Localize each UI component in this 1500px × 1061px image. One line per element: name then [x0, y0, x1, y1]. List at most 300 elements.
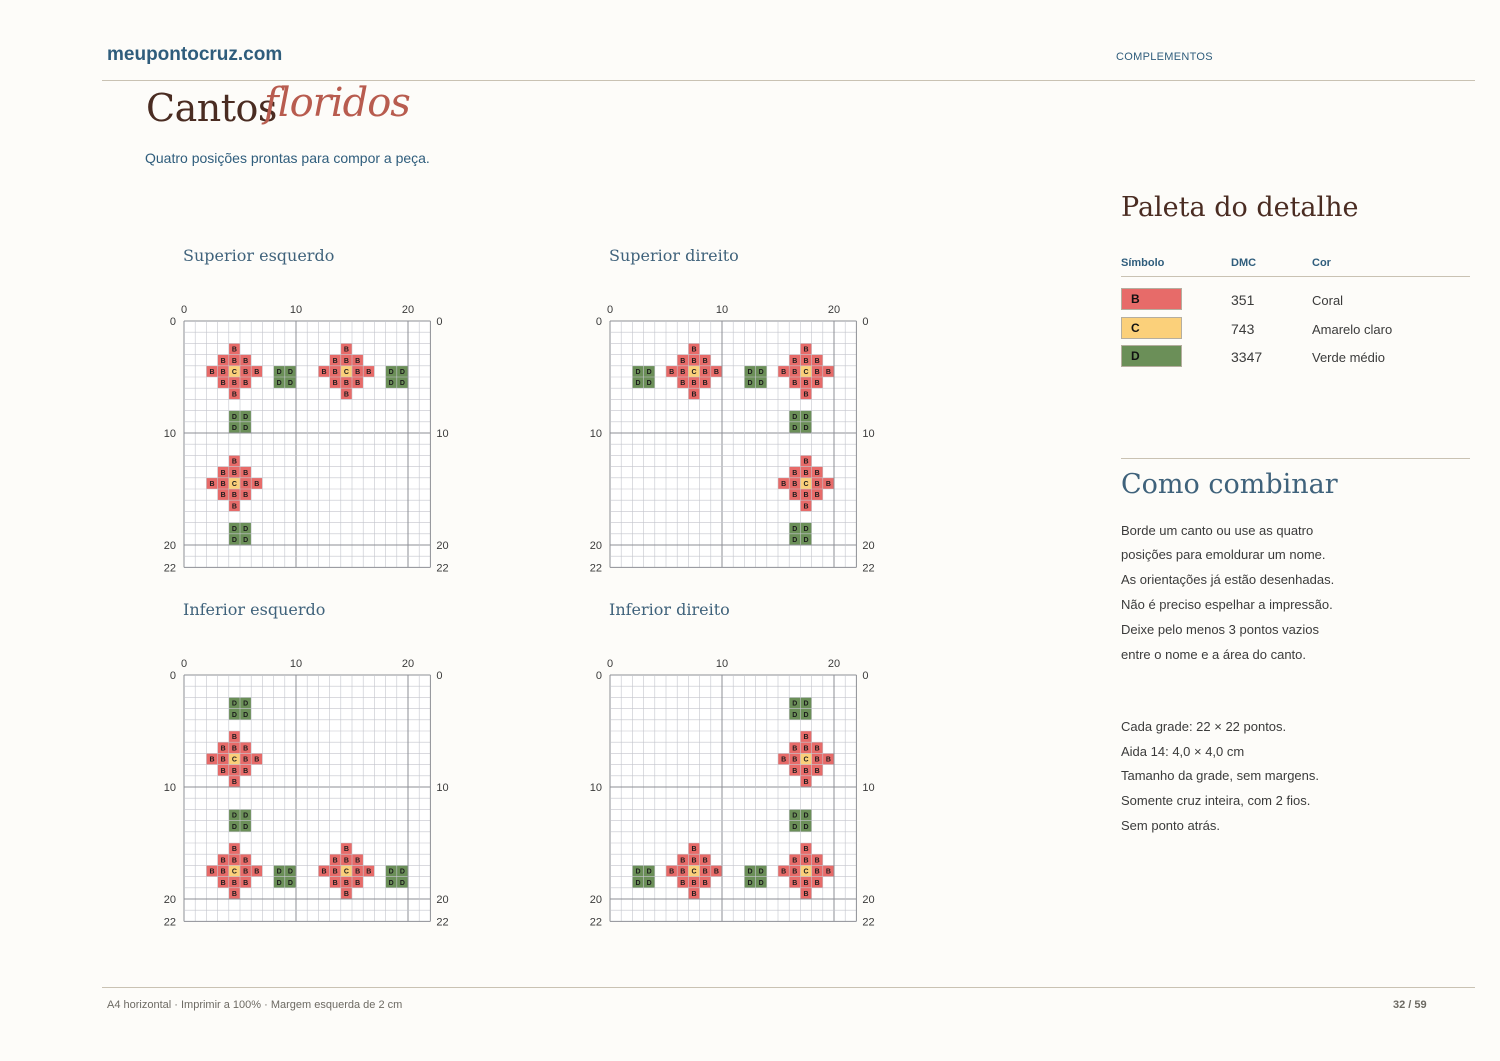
stitch-symbol: B [814, 369, 820, 376]
stitch-symbol: B [669, 868, 675, 876]
stitch-symbol: B [702, 857, 708, 865]
palette-header-dmc: DMC [1231, 257, 1257, 269]
page-title: Cantos [146, 86, 277, 130]
stitch-symbol: B [243, 380, 249, 388]
stitch-symbol: B [231, 357, 237, 365]
stitch-symbol: C [803, 369, 809, 376]
stitch-symbol: D [231, 823, 237, 831]
stitch-symbol: D [231, 425, 237, 432]
stitch-symbol: B [803, 346, 809, 354]
site-brand[interactable]: meupontocruz.com [107, 44, 283, 65]
stitch-symbol: D [747, 380, 753, 388]
stitch-symbol: B [254, 369, 260, 376]
stitch-symbol: B [691, 380, 697, 388]
stitch-symbol: D [399, 380, 405, 388]
stitch-symbol: D [243, 711, 249, 719]
stitch-symbol: D [758, 879, 764, 887]
stitch-symbol: B [680, 357, 686, 365]
stitch-symbol: B [332, 879, 338, 887]
stitch-symbol: B [803, 469, 809, 477]
stitch-symbol: B [220, 879, 226, 887]
stitch-symbol: B [355, 357, 361, 365]
stitch-symbol: B [231, 380, 237, 388]
tick-label-left: 22 [589, 916, 602, 929]
stitch-symbol: B [781, 369, 787, 376]
stitch-symbol: B [343, 846, 349, 854]
stitch-symbol: C [803, 481, 809, 488]
stitch-symbol: B [220, 469, 226, 477]
palette-title: Paleta do detalhe [1121, 192, 1359, 223]
stitch-symbol: B [792, 369, 798, 376]
stitch-symbol: C [231, 868, 237, 876]
stitch-symbol: B [220, 481, 226, 488]
palette-header-color: Cor [1312, 257, 1331, 269]
stitch-symbol: D [747, 369, 753, 376]
chart-label-bottom-right: Inferior direito [609, 600, 730, 619]
tick-label-left: 20 [589, 540, 602, 552]
stitch-symbol: B [231, 745, 237, 753]
stitch-symbol: B [792, 868, 798, 876]
stitch-symbol: D [243, 425, 249, 432]
stitch-symbol: B [243, 879, 249, 887]
stitch-symbol: D [792, 823, 798, 831]
tick-label-left: 10 [589, 428, 602, 440]
tick-label-right: 10 [436, 782, 449, 794]
combine-title: Como combinar [1121, 469, 1338, 500]
stitch-symbol: B [243, 767, 249, 775]
stitch-symbol: B [366, 369, 372, 376]
stitch-symbol: B [803, 879, 809, 887]
tick-label-right: 22 [862, 562, 875, 575]
palette-color-name: Amarelo claro [1312, 322, 1393, 337]
stitch-symbol: D [231, 413, 237, 421]
stitch-symbol: D [635, 369, 641, 376]
stitch-symbol: D [803, 700, 809, 708]
tick-label-top: 10 [715, 304, 729, 316]
stitch-symbol: D [276, 369, 282, 376]
stitch-symbol: D [243, 525, 249, 533]
stitch-symbol: C [343, 369, 349, 376]
stitch-symbol: D [388, 868, 394, 876]
combine-text: entre o nome e a área do canto. [1121, 647, 1307, 662]
stitch-symbol: D [646, 868, 652, 876]
palette-color-name: Coral [1312, 293, 1344, 308]
grid-tr [590, 304, 875, 574]
stitch-symbol: B [792, 879, 798, 887]
stitch-symbol: B [713, 369, 719, 376]
stitch-symbol: C [803, 868, 809, 876]
stitch-symbol: D [243, 700, 249, 708]
stitch-symbol: D [399, 369, 405, 376]
stitch-symbol: D [803, 812, 809, 820]
stitch-symbol: D [399, 868, 405, 876]
stitch-symbol: D [803, 413, 809, 421]
stitch-symbol: D [758, 380, 764, 388]
stitch-symbol: D [792, 812, 798, 820]
stitch-symbol: B [680, 857, 686, 865]
stitch-symbol: B [231, 891, 237, 898]
stitch-symbol: B [231, 346, 237, 354]
stitch-symbol: D [758, 369, 764, 376]
palette-swatch-b: B [1121, 288, 1182, 310]
grid-br [590, 658, 875, 928]
section-label: COMPLEMENTOS [1116, 51, 1213, 63]
palette-swatch-d: D [1121, 345, 1182, 367]
stitch-symbol: B [814, 492, 820, 500]
stitch-symbol: D [646, 369, 652, 376]
stitch-symbol: B [792, 492, 798, 500]
stitch-symbol: B [343, 891, 349, 898]
stitch-symbol: D [287, 380, 293, 388]
tick-label-left: 20 [589, 894, 602, 906]
stitch-symbol: B [332, 369, 338, 376]
page-title-script: floridos [264, 80, 410, 126]
stitch-symbol: B [691, 846, 697, 854]
stitch-symbol: B [792, 481, 798, 488]
tick-label-left: 10 [163, 428, 176, 440]
stitch-symbol: D [792, 525, 798, 533]
stitch-symbol: D [635, 868, 641, 876]
stitch-symbol: B [243, 469, 249, 477]
stitch-symbol: B [814, 469, 820, 477]
stitch-symbol: B [713, 868, 719, 876]
stitch-symbol: B [803, 779, 809, 786]
stitch-symbol: B [231, 767, 237, 775]
stitch-symbol: B [220, 767, 226, 775]
stitch-symbol: D [287, 879, 293, 887]
stitch-symbol: B [814, 756, 820, 764]
stitch-symbol: C [691, 369, 697, 376]
stitch-symbol: B [231, 779, 237, 786]
stitch-symbol: B [231, 469, 237, 477]
stitch-symbol: D [231, 812, 237, 820]
stitch-symbol: B [220, 492, 226, 500]
combine-text: posições para emoldurar um nome. [1121, 547, 1326, 562]
footer-divider [102, 987, 1475, 988]
stitch-symbol: B [343, 357, 349, 365]
stitch-symbol: D [792, 700, 798, 708]
tick-label-right: 20 [436, 540, 449, 552]
stitch-symbol: B [220, 369, 226, 376]
tick-label-left: 20 [163, 540, 176, 552]
tick-label-left: 10 [589, 782, 602, 794]
stitch-symbol: D [276, 380, 282, 388]
spec-text: Somente cruz inteira, com 2 fios. [1121, 793, 1311, 808]
stitch-symbol: B [814, 767, 820, 775]
stitch-symbol: D [388, 369, 394, 376]
tick-label-right: 0 [862, 316, 869, 328]
stitch-symbol: B [332, 357, 338, 365]
stitch-symbol: B [814, 357, 820, 365]
stitch-symbol: B [702, 879, 708, 887]
stitch-symbol: D [276, 868, 282, 876]
stitch-symbol: B [781, 481, 787, 488]
tick-label-right: 22 [436, 562, 449, 575]
combine-text: Borde um canto ou use as quatro [1121, 523, 1314, 538]
stitch-symbol: B [220, 868, 226, 876]
tick-label-top: 20 [401, 658, 415, 670]
tick-label-top: 20 [827, 658, 841, 670]
stitch-symbol: B [231, 458, 237, 466]
stitch-symbol: B [803, 745, 809, 753]
stitch-symbol: B [332, 380, 338, 388]
stitch-symbol: B [231, 857, 237, 865]
stitch-symbol: B [209, 369, 215, 376]
stitch-symbol: D [792, 425, 798, 432]
stitch-symbol: B [220, 857, 226, 865]
stitch-symbol: D [276, 879, 282, 887]
stitch-symbol: C [231, 369, 237, 376]
stitch-symbol: B [702, 369, 708, 376]
stitch-symbol: B [243, 369, 249, 376]
stitch-symbol: B [355, 369, 361, 376]
stitch-symbol: D [635, 879, 641, 887]
tick-label-left: 0 [595, 316, 602, 328]
palette-swatch-c: C [1121, 317, 1182, 339]
tick-label-right: 10 [436, 428, 449, 440]
stitch-symbol: D [287, 369, 293, 376]
tick-label-top: 0 [180, 304, 188, 316]
stitch-symbol: D [646, 380, 652, 388]
tick-label-top: 0 [606, 658, 614, 670]
stitch-symbol: B [702, 868, 708, 876]
stitch-symbol: B [669, 369, 675, 376]
stitch-symbol: B [220, 756, 226, 764]
tick-label-top: 20 [827, 304, 841, 316]
stitch-symbol: B [321, 369, 327, 376]
tick-label-top: 20 [401, 304, 415, 316]
stitch-symbol: B [691, 891, 697, 898]
stitch-symbol: B [231, 846, 237, 854]
stitch-symbol: B [343, 380, 349, 388]
stitch-symbol: B [231, 391, 237, 399]
stitch-symbol: B [243, 857, 249, 865]
stitch-symbol: B [792, 756, 798, 764]
stitch-symbol: B [803, 357, 809, 365]
stitch-symbol: D [758, 868, 764, 876]
tick-label-top: 10 [289, 658, 303, 670]
stitch-symbol: B [243, 756, 249, 764]
tick-label-top: 0 [180, 658, 188, 670]
tick-label-right: 0 [862, 670, 869, 682]
tick-label-top: 0 [606, 304, 614, 316]
stitch-symbol: B [825, 756, 831, 764]
tick-label-left: 22 [163, 916, 176, 929]
tick-label-left: 0 [169, 316, 176, 328]
stitch-symbol: B [691, 857, 697, 865]
stitch-symbol: B [254, 756, 260, 764]
stitch-symbol: D [231, 525, 237, 533]
stitch-symbol: B [366, 868, 372, 876]
stitch-symbol: B [814, 481, 820, 488]
stitch-symbol: B [355, 868, 361, 876]
stitch-symbol: D [747, 879, 753, 887]
stitch-symbol: B [680, 369, 686, 376]
stitch-symbol: B [825, 481, 831, 488]
stitch-symbol: B [814, 745, 820, 753]
chart-label-bottom-left: Inferior esquerdo [183, 600, 326, 619]
chart-label-top-right: Superior direito [609, 246, 739, 265]
stitch-symbol: D [803, 425, 809, 432]
stitch-symbol: B [680, 879, 686, 887]
page-number: 32 / 59 [1393, 999, 1427, 1011]
stitch-symbol: B [243, 868, 249, 876]
stitch-symbol: D [792, 413, 798, 421]
stitch-symbol: D [747, 868, 753, 876]
stitch-symbol: B [691, 346, 697, 354]
stitch-symbol: D [231, 537, 237, 544]
stitch-symbol: B [803, 857, 809, 865]
tick-label-left: 20 [163, 894, 176, 906]
stitch-symbol: D [243, 537, 249, 544]
stitch-symbol: C [231, 481, 237, 488]
tick-label-top: 10 [289, 304, 303, 316]
stitch-symbol: B [803, 458, 809, 466]
tick-label-right: 0 [436, 670, 443, 682]
stitch-symbol: B [231, 879, 237, 887]
stitch-symbol: B [781, 756, 787, 764]
stitch-symbol: D [803, 711, 809, 719]
stitch-symbol: B [332, 868, 338, 876]
spec-text: Tamanho da grade, sem margens. [1121, 768, 1319, 783]
stitch-symbol: B [814, 868, 820, 876]
tick-label-right: 20 [862, 894, 875, 906]
stitch-symbol: B [332, 857, 338, 865]
stitch-symbol: B [792, 857, 798, 865]
stitch-symbol: B [254, 868, 260, 876]
stitch-symbol: D [388, 879, 394, 887]
section-divider [1121, 458, 1470, 459]
palette-header-symbol: Símbolo [1121, 257, 1165, 269]
stitch-symbol: B [792, 380, 798, 388]
stitch-symbol: B [231, 734, 237, 742]
stitch-symbol: B [803, 380, 809, 388]
stitch-symbol: C [343, 868, 349, 876]
stitch-symbol: B [814, 879, 820, 887]
stitch-symbol: D [243, 812, 249, 820]
tick-label-left: 10 [163, 782, 176, 794]
stitch-symbol: C [231, 756, 237, 764]
stitch-symbol: D [388, 380, 394, 388]
stitch-symbol: D [635, 380, 641, 388]
chart-label-top-left: Superior esquerdo [183, 246, 335, 265]
stitch-symbol: D [243, 823, 249, 831]
stitch-symbol: B [220, 745, 226, 753]
palette-dmc: 743 [1231, 321, 1255, 337]
stitch-symbol: B [702, 357, 708, 365]
stitch-symbol: B [343, 857, 349, 865]
stitch-symbol: B [343, 879, 349, 887]
stitch-symbol: B [209, 481, 215, 488]
stitch-symbol: D [231, 711, 237, 719]
stitch-symbol: B [803, 503, 809, 511]
stitch-symbol: B [792, 767, 798, 775]
stitch-symbol: B [702, 380, 708, 388]
stitch-symbol: B [803, 891, 809, 898]
tick-label-left: 0 [169, 670, 176, 682]
stitch-symbol: D [803, 537, 809, 544]
tick-label-top: 10 [715, 658, 729, 670]
combine-text: Não é preciso espelhar a impressão. [1121, 597, 1333, 612]
stitch-symbol: B [243, 357, 249, 365]
tick-label-right: 22 [862, 916, 875, 929]
stitch-symbol: B [231, 492, 237, 500]
stitch-symbol: B [825, 369, 831, 376]
stitch-symbol: B [825, 868, 831, 876]
stitch-symbol: D [646, 879, 652, 887]
stitch-symbol: B [209, 756, 215, 764]
palette-dmc: 351 [1231, 292, 1255, 308]
stitch-symbol: B [231, 503, 237, 511]
tick-label-right: 10 [862, 782, 875, 794]
stitch-symbol: B [243, 481, 249, 488]
stitch-symbol: B [220, 380, 226, 388]
palette-color-name: Verde médio [1312, 350, 1385, 365]
tick-label-left: 22 [589, 562, 602, 575]
stitch-symbol: B [321, 868, 327, 876]
stitch-symbol: D [231, 700, 237, 708]
spec-text: Cada grade: 22 × 22 pontos. [1121, 719, 1287, 734]
stitch-symbol: D [243, 413, 249, 421]
stitch-symbol: B [254, 481, 260, 488]
stitch-symbol: C [691, 868, 697, 876]
tick-label-right: 20 [436, 894, 449, 906]
stitch-symbol: B [243, 492, 249, 500]
combine-text: Deixe pelo menos 3 pontos vazios [1121, 622, 1320, 637]
spec-text: Sem ponto atrás. [1121, 818, 1220, 833]
stitch-symbol: B [781, 868, 787, 876]
stitch-symbol: D [792, 537, 798, 544]
stitch-symbol: B [680, 868, 686, 876]
stitch-symbol: D [399, 879, 405, 887]
spec-text: Aida 14: 4,0 × 4,0 cm [1121, 744, 1245, 759]
stitch-symbol: B [355, 857, 361, 865]
palette-header-divider [1121, 276, 1470, 277]
stitch-symbol: B [803, 767, 809, 775]
stitch-symbol: D [792, 711, 798, 719]
stitch-symbol: D [803, 525, 809, 533]
stitch-symbol: B [792, 745, 798, 753]
stitch-symbol: B [803, 846, 809, 854]
tick-label-left: 22 [163, 562, 176, 575]
stitch-symbol: B [792, 469, 798, 477]
tick-label-right: 22 [436, 916, 449, 929]
stitch-symbol: B [803, 734, 809, 742]
palette-dmc: 3347 [1231, 349, 1263, 365]
tick-label-right: 20 [862, 540, 875, 552]
stitch-symbol: B [803, 492, 809, 500]
stitch-symbol: B [355, 380, 361, 388]
page-subtitle: Quatro posições prontas para compor a peça. [145, 150, 430, 166]
stitch-symbol: B [792, 357, 798, 365]
tick-label-right: 10 [862, 428, 875, 440]
stitch-symbol: B [243, 745, 249, 753]
stitch-symbol: B [814, 380, 820, 388]
tick-label-left: 0 [595, 670, 602, 682]
stitch-symbol: D [803, 823, 809, 831]
grid-bl [164, 658, 449, 928]
stitch-symbol: B [343, 346, 349, 354]
tick-label-right: 0 [436, 316, 443, 328]
grid-tl [164, 304, 449, 574]
combine-text: As orientações já estão desenhadas. [1121, 572, 1335, 587]
stitch-symbol: C [803, 756, 809, 764]
footer-print-note: A4 horizontal · Imprimir a 100% · Margem esquerda de 2 cm [107, 999, 403, 1011]
stitch-symbol: B [691, 391, 697, 399]
stitch-symbol: B [355, 879, 361, 887]
stitch-symbol: B [803, 391, 809, 399]
stitch-symbol: B [209, 868, 215, 876]
